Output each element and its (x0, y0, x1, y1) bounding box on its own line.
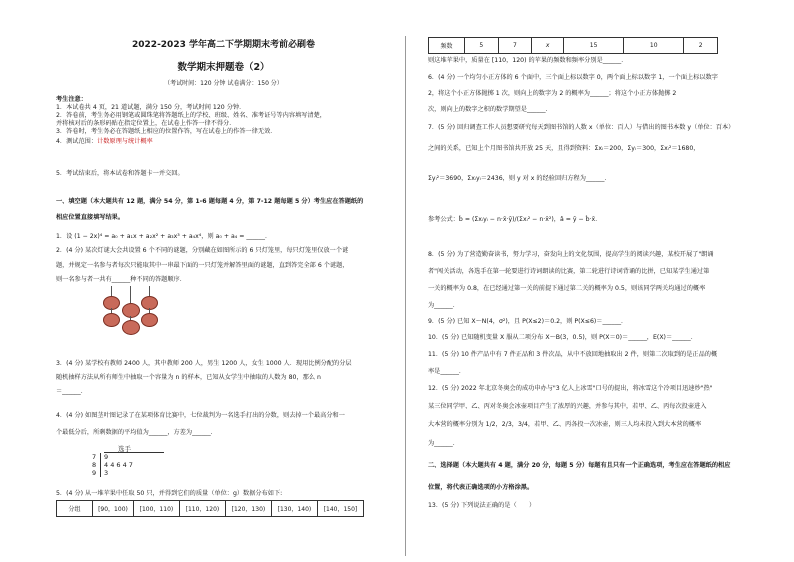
note-line: 并将核对后的条形码贴在指定位置上，在试卷上作答一律不得分． (56, 120, 236, 127)
question-3-line3: ＝______． (56, 388, 87, 395)
question-7-line2: 之间的关系，已知上个月图书馆共开放 25 天，且得到资料：Σxᵢ＝200，Σyᵢ＝300，Σxᵢ²＝1680， (428, 145, 700, 152)
left-column (56, 0, 391, 562)
lantern (141, 313, 158, 327)
table-cell: [100，110) (133, 501, 179, 517)
question-7-formula: 参考公式：b̂ = (Σxᵢyᵢ − n·x̄·ȳ)/(Σxᵢ² − n·x̄²)，â = ȳ − b̂·x̄． (428, 216, 602, 223)
note-line: 3．答卷时，考生务必在答题纸上相应的位置作答，写在试卷上的作答一律无效． (56, 128, 277, 135)
question-5: 5．(4 分) 从一堆苹果中任取 50 只，并得到它们的质量（单位：g）数据分布如下: (56, 490, 283, 497)
question-11-line2: 率是______． (428, 368, 466, 375)
table-cell: 频数 (429, 38, 465, 54)
question-12-line2: 某三位同学甲、乙、丙对冬奥会冰壶项目产生了浓厚的兴趣，并参与其中，若甲、乙、丙每次投壶进入 (428, 403, 707, 410)
question-8-line2: 者"闯关活动，各选手在第一轮要进行诗词朗读的比赛，第二轮进行诗词背诵的比拼，已知某学生通过第 (428, 268, 710, 275)
lantern (103, 313, 120, 327)
leaf-values: 4 4 6 4 7 (104, 461, 133, 469)
note-line: 2．答卷前，考生务必用钢笔或圆珠笔将答题纸上的学校、班级、姓名、准考证号等内容填写清楚， (56, 112, 326, 119)
question-10: 10．(5 分) 已知随机变量 X 服从二项分布 X～B(3，0.5)，则 P(X＝0)＝______，E(X)＝______． (428, 334, 697, 341)
question-13: 13．(5 分) 下列说法正确的是（ ） (428, 502, 536, 509)
table-cell: [140，150] (317, 501, 363, 517)
leaf-values: 9 (104, 453, 109, 461)
question-3-line2: 随机抽样方法从所有师生中抽取一个容量为 n 的样本，已知从女学生中抽取的人数为 80，那么 n (56, 374, 321, 381)
note-line: 1．本试卷共 4 页，21 道试题，满分 150 分，考试时间 120 分钟． (56, 104, 246, 111)
lantern (122, 303, 140, 318)
note-range-value: 计数原理与统计概率 (97, 138, 153, 145)
table-cell: 15 (563, 38, 623, 54)
apple-weight-table-groups (56, 500, 364, 517)
question-6-line3: 次，则向上的数字之积的数学期望是______． (428, 106, 552, 113)
leaf-values: 3 (104, 469, 109, 477)
table-cell: 7 (498, 38, 532, 54)
lantern (122, 320, 140, 335)
question-4-line1: 4．(4 分) 如图茎叶图记录了在某项体育比赛中，七位裁判为一名选手打出的分数，则去掉一个最高分和一 (56, 412, 345, 419)
stem-leaf-divider (100, 453, 101, 477)
stem-leaf-label: 选手 (118, 445, 131, 453)
note-line (56, 138, 153, 146)
table-cell: [90，100) (93, 501, 134, 517)
lantern-string (149, 286, 150, 296)
note-line: 5．考试结束后，将本试卷和答题卡一并交回。 (56, 170, 184, 177)
table-cell: [120，130) (225, 501, 271, 517)
question-3-line1: 3．(4 分) 某学校有教师 2400 人，其中教师 200 人，男生 1200 人，女生 1000 人．现用比例分配的分层 (56, 360, 352, 367)
question-2-line3: 则一名参与者一共有______种不同的答题顺序． (56, 276, 186, 283)
right-column (420, 0, 765, 562)
section2-heading-2: 位置，将代表正确选项的小方格涂黑。 (428, 484, 534, 491)
question-2-line1: 2．(4 分) 某次灯谜大会共设置 6 个不同的谜题，分别藏在如图所示的 6 只灯笼里，每只灯笼里仅放一个谜 (56, 247, 349, 254)
exam-title: 2022-2023 学年高二下学期期末考前必刷卷 (132, 40, 315, 50)
section1-heading: 一、填空题（本大题共有 12 题，满分 54 分，第 1-6 题每题 4 分，第 7-12 题每题 5 分）考生应在答题纸的 (56, 198, 364, 205)
question-8-line4: 为______． (428, 302, 459, 309)
stem-value: 7 (92, 453, 97, 461)
question-11-line1: 11．(5 分) 10 件产品中有 7 件正品和 3 件次品，从中不放回地抽取出 2 件，则第二次取到的是正品的概 (428, 351, 718, 358)
question-6-line1: 6．(4 分) 一个均匀小正方体的 6 个面中，三个面上标以数字 0，两个面上标以数字 1，一个面上标以数字 (428, 74, 718, 81)
question-8-line3: 一关的概率为 0.8，在已经通过第一关的前提下通过第二关的概率为 0.5，则该同学两关均通过的概率 (428, 285, 706, 292)
table-cell: x (532, 38, 564, 54)
table-row (57, 501, 364, 517)
stem-value: 8 (92, 461, 97, 469)
notes-heading: 考生注意： (56, 96, 87, 103)
question-12-line1: 12．(5 分) 2022 年北京冬奥会的成功申办与"3 亿人上冰雪"口号的提出，将冰雪这个冷项目迅速炒"热" (428, 385, 713, 392)
note-range-label: 4．测试范围： (56, 138, 98, 145)
question-7-line3: Σyᵢ²＝3690，Σxᵢyᵢ＝2436，则 y 对 x 的经验回归方程为______． (428, 175, 611, 182)
question-8-line1: 8．(5 分) 为了营造勤奋读书，努力学习，奋发向上的文化氛围，提高学生的阅读兴趣，某校开展了"朗诵 (428, 251, 714, 258)
question-5-line2: 则这堆苹果中，质量在 [110，120) 的苹果的频数和频率分别是______． (428, 57, 628, 64)
table-cell: [110，120) (179, 501, 225, 517)
question-9: 9．(5 分) 已知 X～N(4，σ²)，且 P(X≤2)＝0.2，则 P(X≤6)＝______． (428, 318, 628, 325)
question-7-line1: 7．(5 分) 回归调查工作人员想要研究每天到图书馆的人数 x（单位：百人）与借出的图书本数 y（单位：百本） (428, 124, 735, 131)
question-12-line4: 为______． (428, 440, 459, 447)
exam-subtitle: 数学期末押题卷（2） (177, 62, 270, 73)
table-cell: [130，140) (271, 501, 317, 517)
section2-heading: 二、选择题（本大题共有 4 题，满分 20 分，每题 5 分）每题有且只有一个正确选项，考生应在答题纸的相应 (428, 462, 731, 469)
table-cell: 分组 (57, 501, 93, 517)
table-cell: 10 (624, 38, 684, 54)
stem-leaf-top-rule (104, 452, 164, 453)
column-divider (405, 36, 406, 556)
question-2-line2: 题，并规定一名参与者每次只能取其中一串最下面的一只灯笼并解答里面的谜题，直到答完全部 6 个谜题， (56, 262, 349, 269)
section1-heading-2: 相应位置直接填写结果。 (56, 214, 125, 221)
table-cell: 2 (684, 38, 718, 54)
stem-value: 9 (92, 469, 97, 477)
question-6-line2: 2，将这个小正方体抛掷 1 次，则向上的数字为 2 的概率为______；将这个小正方体抛掷 2 (428, 90, 677, 97)
question-1: 1．设 (1 − 2x)⁴ = a₀ + a₁x + a₂x² + a₃x³ + a₄x⁴，则 a₀ + a₄ = ______． (56, 233, 272, 240)
lantern-string (130, 286, 131, 303)
question-4-line2: 个最低分后，所剩数据的平均值为______，方差为______． (56, 429, 217, 436)
question-12-line3: 大本营的概率分别为 1/2，2/3，3/4，若甲、乙、丙各投一次冰壶，则三人均未投入到大本营的概率 (428, 421, 702, 428)
table-row (429, 38, 718, 54)
exam-info: （考试时间：120 分钟 试卷满分：150 分） (164, 80, 283, 87)
apple-weight-table-counts (428, 37, 718, 54)
table-cell: 5 (465, 38, 499, 54)
lantern-string (111, 286, 112, 296)
